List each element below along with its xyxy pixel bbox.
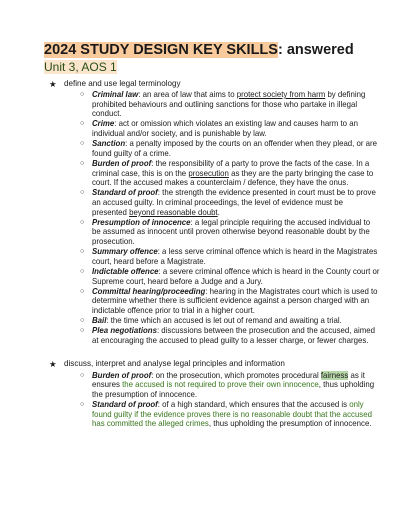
definition-item <box>80 139 380 158</box>
definition-term: Burden of proof <box>92 370 152 380</box>
green-phrase: the accused is not required to prove their own innocence <box>122 380 319 390</box>
definition-term: Crime <box>92 119 115 129</box>
definition-text: : a less serve criminal offence which is heard in the Magistrates court, heard before a Magistrate. <box>92 247 378 266</box>
principles-list <box>64 371 380 429</box>
definition-term: Indictable offence <box>92 266 159 276</box>
skill-label: discuss, interpret and analyse legal principles and information <box>64 359 285 369</box>
definition-item <box>80 218 380 247</box>
underlined-phrase: prosecution <box>188 168 229 178</box>
definition-text: : an area of law that aims to <box>138 90 237 100</box>
definition-term: Presumption of innocence <box>92 217 191 227</box>
definition-text: : of a high standard, which ensures that the accused is <box>157 399 350 409</box>
circle-bullet-icon: ○ <box>80 317 85 325</box>
definition-term: Criminal law <box>92 90 139 100</box>
highlighted-word: fairness <box>320 370 349 380</box>
definition-item <box>80 287 380 316</box>
definition-term: Burden of proof <box>92 159 152 169</box>
definition-term: Summary offence <box>92 247 158 257</box>
definition-text: as they are the party bringing the case to court. If the accused makes a counterclaim / defence, they have the onus. <box>92 168 374 188</box>
definition-item <box>80 371 380 400</box>
definition-text: : the time which an accused is let out of remand and awaiting a trial. <box>106 316 342 326</box>
page-title <box>44 42 380 59</box>
definition-text: as it ensures <box>92 370 365 390</box>
definition-term: Standard of proof <box>92 399 158 409</box>
definition-item <box>80 188 380 217</box>
definition-item <box>80 159 380 188</box>
definition-text: . <box>217 207 220 217</box>
green-phrase: only found guilty if the evidence proves there is no reasonable doubt that the accused has committed the alleged crimes <box>92 399 372 429</box>
circle-bullet-icon: ○ <box>80 91 85 99</box>
definition-text: : a legal principle requiring the accused individual to be assumed as innocent until proven otherwise beyond reasonable doubt by the prosecution. <box>92 217 371 246</box>
definition-item <box>80 400 380 429</box>
definition-item <box>80 326 380 345</box>
circle-bullet-icon: ○ <box>80 189 85 197</box>
circle-bullet-icon: ○ <box>80 400 85 408</box>
circle-bullet-icon: ○ <box>80 160 85 168</box>
definition-text: , thus upholding the presumption of innocence. <box>208 419 372 429</box>
circle-bullet-icon: ○ <box>80 248 85 256</box>
definition-term: Bail <box>92 316 107 326</box>
circle-bullet-icon: ○ <box>80 218 85 226</box>
key-skills-list <box>44 79 380 429</box>
definition-text: : act or omission which violates an existing law and causes harm to an individual and/or society, and is punishable by law. <box>92 119 358 139</box>
skill-item <box>44 79 380 345</box>
definition-text: : on the prosecution, which promotes procedural <box>151 370 321 380</box>
definition-item <box>80 267 380 286</box>
definition-text: : hearing in the Magistrates court which is used to determine whether there is sufficient evidence against a person charged with an indictable offence prior to trial in a higher court. <box>92 286 378 315</box>
title-highlighted: 2024 STUDY DESIGN KEY SKILLS <box>44 42 278 58</box>
circle-bullet-icon: ○ <box>80 267 85 275</box>
definition-text: : discussions between the prosecution and the accused, aimed at encouraging the accused to plead guilty to a lesser charge, or fewer charges. <box>92 326 375 345</box>
unit-heading <box>44 60 380 75</box>
circle-bullet-icon: ○ <box>80 287 85 295</box>
definition-term: Committal hearing/proceeding <box>92 286 206 296</box>
definition-text: : a penalty imposed by the courts on an offender when they plead, or are found guilty of a crime. <box>92 139 378 158</box>
title-rest: : answered <box>277 42 354 58</box>
terminology-list <box>64 90 380 345</box>
underlined-phrase: beyond reasonable doubt <box>129 207 218 217</box>
definition-term: Sanction <box>92 139 126 149</box>
skill-item <box>44 359 380 428</box>
unit-label: Unit 3, AOS 1 <box>44 60 117 74</box>
star-bullet-icon: ★ <box>49 79 57 89</box>
definition-item <box>80 247 380 266</box>
circle-bullet-icon: ○ <box>80 120 85 128</box>
definition-item <box>80 119 380 138</box>
definition-text: : the responsibility of a party to prove the facts of the case. In a criminal case, this is on the <box>92 159 370 178</box>
definition-text: : a severe criminal offence which is heard in the County court or Supreme court, heard before a Judge and a Jury. <box>92 266 380 286</box>
definition-item <box>80 316 380 326</box>
definition-text: : the strength the evidence presented in court must be to prove an accused guilty. In criminal proceedings, the level of evidence must be presented <box>92 188 376 217</box>
definition-term: Standard of proof <box>92 188 158 198</box>
definition-text: by defining prohibited behaviours and outlining sanctions for those who partake in illegal conduct. <box>92 90 366 119</box>
definition-text: , thus upholding the presumption of innocence. <box>92 380 375 399</box>
skill-label: define and use legal terminology <box>64 79 181 88</box>
circle-bullet-icon: ○ <box>80 140 85 148</box>
circle-bullet-icon: ○ <box>80 327 85 335</box>
definition-term: Plea negotiations <box>92 326 157 336</box>
underlined-phrase: protect society from harm <box>236 90 326 100</box>
definition-item <box>80 90 380 119</box>
star-bullet-icon: ★ <box>49 359 57 370</box>
circle-bullet-icon: ○ <box>80 371 85 379</box>
